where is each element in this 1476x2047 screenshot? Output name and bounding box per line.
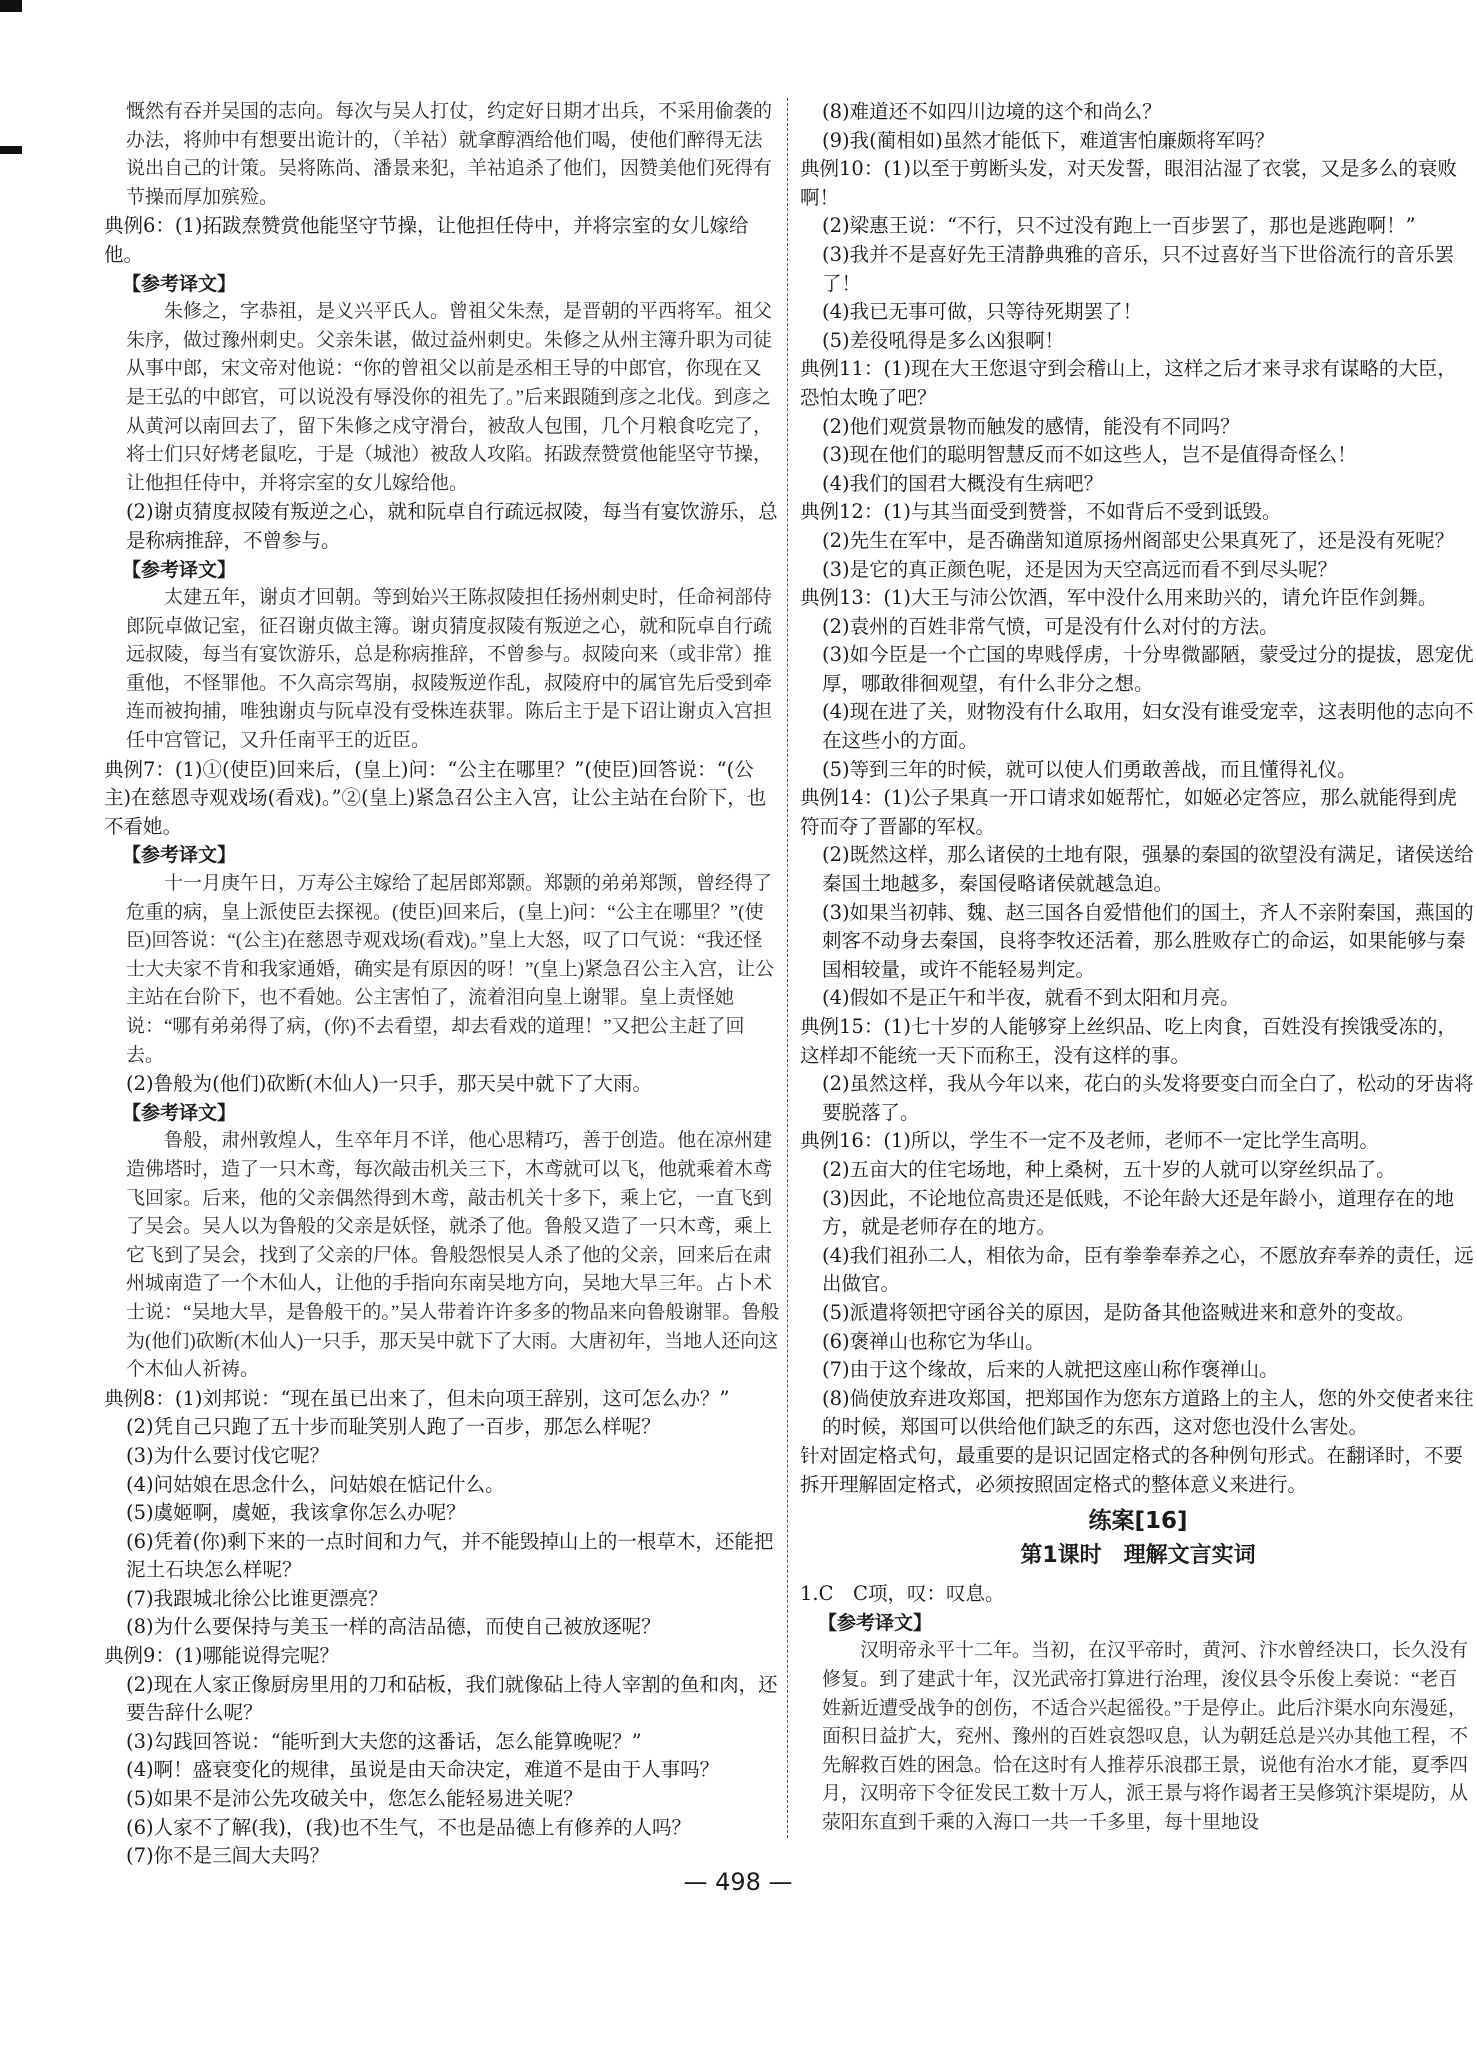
answer-item: (2)他们观赏景物而触发的感情，能没有不同吗？ [822,414,1240,438]
answer-item: (5)差役吼得是多么凶狠啊！ [822,328,1065,352]
answer-item: (3)勾践回答说：“能听到大夫您的这番话，怎么能算晚呢？” [126,1729,642,1753]
answer-item: (4)问姑娘在思念什么，问姑娘在惦记什么。 [126,1472,505,1496]
answer-item: (4)我已无事可做，只等待死期罢了！ [822,300,1143,324]
answer-item: (5)如果不是沛公先攻破关中，您怎么能轻易进关呢？ [126,1787,583,1811]
reference-translation-label: 【 参考译文 】 [818,1609,1476,1638]
answer-item: (4)现在进了关，财物没有什么取用，妇女没有谁受宠幸，这表明他的志向不在这些小的方面。 [822,700,1474,753]
answer-item: (2)先生在军中，是否确凿知道原扬州阁部史公果真死了，还是没有死呢？ [822,528,1455,552]
example-paragraph: 典例15：(1)七十岁的人能够穿上丝织品、吃上肉食，百姓没有挨饿受冻的，这样却不能统一天下而称王，没有这样的事。 [800,1015,1457,1067]
example-paragraph: 典例10：(1)以至于剪断头发，对天发誓，眼泪沾湿了衣裳，又是多么的衰败啊！ [800,157,1457,209]
answer-item: (4)我们祖孙二人，相依为命，臣有拳拳奉养之心，不愿放弃奉养的责任，远出做官。 [822,1243,1474,1296]
answer-item: (5)派遣将领把守函谷关的原因，是防备其他盗贼进来和意外的变故。 [822,1300,1416,1324]
translation-paragraph: 太建五年，谢贞才回朝。等到始兴王陈叔陵担任扬州刺史时，任命祠部侍郎阮卓做记室，征召谢贞做主簿。谢贞猜度叔陵有叛逆之心，就和阮卓自行疏远叔陵，每当有宴饮游乐，总是称病推辞，不曾参与。叔陵向来（或非常）推重他，不怪罪他。不久高宗驾崩，叔陵叛逆作乱，叔陵府中的属官先后受到牵连而被拘捕，唯独谢贞与阮卓没有受株连获罪。陈后主于是下诏让谢贞入宫担任中宫管记，又升任南平王的近臣。 [126,587,773,752]
answer-item: (8)为什么要保持与美玉一样的高洁品德，而使自己被放逐呢？ [126,1615,661,1639]
right-column [800,98,1476,1838]
example-paragraph: 典例14：(1)公子果真一开口请求如姬帮忙，如姬必定答应，那么就能得到虎符而夺了晋鄙的军权。 [800,786,1457,838]
example-paragraph: 典例12：(1)与其当面受到赞誉，不如背后不受到诋毁。 [800,500,1282,524]
example-paragraph: 典例11：(1)现在大王您退守到会稽山上，这样之后才来寻求有谋略的大臣，恐怕太晚了吧？ [800,357,1457,409]
translation-paragraph: 朱修之，字恭祖，是义兴平氏人。曾祖父朱焘，是晋朝的平西将军。祖父朱序，做过豫州刺史。父亲朱谌，做过益州刺史。朱修之从州主簿升职为司徒从事中郎，宋文帝对他说：“你的曾祖父以前是丞相王导的中郎官，你现在又是王弘的中郎官，可以说没有辱没你的祖先了。”后来跟随到彦之北伐。到彦之从黄河以南回去了，留下朱修之戍守滑台，被敌人包围，几个月粮食吃完了，将士们只好烤老鼠吃，于是（城池）被敌人攻陷。拓跋焘赞赏他能坚守节操，让他担任侍中，并将宗室的女儿嫁给他。 [126,301,773,494]
answer-item: (3)现在他们的聪明智慧反而不如这些人，岂不是值得奇怪么！ [822,443,1357,467]
answer-item: (2)谢贞猜度叔陵有叛逆之心，就和阮卓自行疏远叔陵，每当有宴饮游乐，总是称病推辞，不曾参与。 [126,500,778,552]
answer-item: (7)我跟城北徐公比谁更漂亮？ [126,1586,388,1610]
answer-item: (4)啊！盛衰变化的规律，虽说是由天命决定，难道不是由于人事吗？ [126,1758,720,1782]
example-paragraph: 典例16：(1)所以，学生不一定不及老师，老师不一定比学生高明。 [800,1129,1379,1153]
answer-item: (6)人家不了解(我)，(我)也不生气，不也是品德上有修养的人吗？ [126,1815,692,1839]
example-paragraph: 典例6：(1)拓跋焘赞赏他能坚守节操，让他担任侍中，并将宗室的女儿嫁给他。 [104,214,749,266]
translation-paragraph: 十一月庚午日，万寿公主嫁给了起居郎郑颢。郑颢的弟弟郑𫖮，曾经得了危重的病，皇上派使臣去探视。(使臣)回来后，(皇上)问：“公主在哪里？”(使臣)回答说：“(公主)在慈恩寺观戏场(看戏)。”皇上大怒，叹了口气说：“我还怪士大夫家不肯和我家通婚，确实是有原因的呀！”(皇上)紧急召公主入宫，让公主站在台阶下，也不看她。公主害怕了，流着泪向皇上谢罪。皇上责怪她说：“哪有弟弟得了病，(你)不去看望，却去看戏的道理！”又把公主赶了回去。 [126,873,775,1066]
answer-item: (7)由于这个缘故，后来的人就把这座山称作褒禅山。 [822,1358,1279,1382]
lesson-heading: 第1课时 理解文言实词 [1020,1542,1256,1568]
scan-edge-mark [0,146,22,154]
answer-item: (2)袁州的百姓非常气愤，可是没有什么对付的方法。 [822,614,1279,638]
answer-item: (6)褒禅山也称它为华山。 [822,1329,1045,1353]
answer-item: (3)如今臣是一个亡国的卑贱俘虏，十分卑微鄙陋，蒙受过分的提拔，恩宠优厚，哪敢徘徊观望，有什么非分之想。 [822,643,1474,695]
left-column [104,98,780,1871]
answer-item: (5)虞姬啊，虞姬，我该拿你怎么办呢？ [126,1501,466,1525]
answer-item: (2)五亩大的住宅场地，种上桑树，五十岁的人就可以穿丝织品了。 [822,1157,1396,1181]
answer-item: (2)鲁般为(他们)砍断(木仙人)一只手，那天吴中就下了大雨。 [126,1072,653,1096]
example-paragraph: 典例7：(1)①(使臣)回来后，(皇上)问：“公主在哪里？”(使臣)回答说：“(公主)在慈恩寺观戏场(看戏)。”②(皇上)紧急召公主入宫，让公主站在台阶下，也不看她。 [104,757,767,838]
example-paragraph: 针对固定格式句，最重要的是识记固定格式的各种例句形式。在翻译时，不要拆开理解固定格式，必须按照固定格式的整体意义来进行。 [800,1443,1464,1496]
exercise-heading: 练案[16] [1088,1508,1188,1535]
example-paragraph: 典例8：(1)刘邦说：“现在虽已出来了，但未向项王辞别，这可怎么办？” [104,1386,730,1410]
reference-translation-label: 【 参考译文 】 [122,841,780,870]
page-number: — 498 — [683,1868,793,1896]
translation-paragraph: 汉明帝永平十二年。当初，在汉平帝时，黄河、汴水曾经决口，长久没有修复。到了建武十年，汉光武帝打算进行治理，浚仪县令乐俊上奏说：“老百姓新近遭受战争的创伤，不适合兴起徭役。”于是停止。此后汴渠水向东漫延，面积日益扩大，兖州、豫州的百姓哀怨叹息，认为朝廷总是兴办其他工程，不先解救百姓的困急。恰在这时有人推荐乐浪郡王景，说他有治水才能，夏季四月，汉明帝下令征发民工数十万人，派王景与将作谒者王吴修筑汴渠堤防，从荥阳东直到千乘的入海口一共一千多里，每十里地设 [822,1640,1469,1834]
answer-item: (4)我们的国君大概没有生病吧？ [822,471,1104,495]
answer-item: (9)我(蔺相如)虽然才能低下，难道害怕廉颇将军吗？ [822,128,1275,152]
answer-item: (3)因此，不论地位高贵还是低贱，不论年龄大还是年龄小，道理存在的地方，就是老师存在的地方。 [822,1186,1455,1239]
scan-edge-mark [0,0,22,12]
answer-item: (7)你不是三闾大夫吗？ [126,1844,330,1868]
example-paragraph: 典例9：(1)哪能说得完呢？ [104,1644,340,1668]
answer-item: (3)为什么要讨伐它呢？ [126,1443,330,1467]
answer-item: (3)如果当初韩、魏、赵三国各自爱惜他们的国土，齐人不亲附秦国，燕国的刺客不动身去秦国，良将李牧还活着，那么胜败存亡的命运，如果能够与秦国相较量，或许不能轻易判定。 [822,900,1474,981]
translation-paragraph: 鲁般，肃州敦煌人，生卒年月不详，他心思精巧，善于创造。他在凉州建造佛塔时，造了一只木鸢，每次敲击机关三下，木鸢就可以飞，他就乘着木鸢飞回家。后来，他的父亲偶然得到木鸢，敲击机关十多下，乘上它，一直飞到了吴会。吴人以为鲁般的父亲是妖怪，就杀了他。鲁般又造了一只木鸢，乘上它飞到了吴会，找到了父亲的尸体。鲁般怨恨吴人杀了他的父亲，回来后在肃州城南造了一个木仙人，让他的手指向东南吴地方向，吴地大旱三年。占卜术士说：“吴地大旱，是鲁般干的。”吴人带着许许多多的物品来向鲁般谢罪。鲁般为(他们)砍断(木仙人)一只手，那天吴中就下了大雨。大唐初年，当地人还向这个木仙人祈祷。 [126,1130,780,1381]
answer-item: (2)既然这样，那么诸侯的土地有限，强暴的秦国的欲望没有满足，诸侯送给秦国土地越多，秦国侵略诸侯就越急迫。 [822,843,1474,896]
answer-item: (2)凭自己只跑了五十步而耻笑别人跑了一百步，那怎么样呢？ [126,1415,661,1439]
answer-item: (4)假如不是正午和半夜，就看不到太阳和月亮。 [822,986,1240,1010]
answer-item: (3)我并不是喜好先王清静典雅的音乐，只不过喜好当下世俗流行的音乐罢了！ [822,242,1455,295]
reference-translation-label: 【 参考译文 】 [122,270,780,299]
answer-item: (2)梁惠王说：“不行，只不过没有跑上一百步罢了，那也是逃跑啊！” [822,214,1416,238]
column-divider [787,98,788,1838]
answer-item: (5)等到三年的时候，就可以使人们勇敢善战，而且懂得礼仪。 [822,757,1357,781]
example-paragraph: 典例13：(1)大王与沛公饮酒，军中没什么用来助兴的，请允许臣作剑舞。 [800,586,1438,610]
answer-item: (2)现在人家正像厨房里用的刀和砧板，我们就像砧上待人宰割的鱼和肉，还要告辞什么呢？ [126,1672,778,1725]
answer-item: (8)难道还不如四川边境的这个和尚么？ [822,100,1162,123]
translation-paragraph: 慨然有吞并吴国的志向。每次与吴人打仗，约定好日期才出兵，不采用偷袭的办法，将帅中有想要出诡计的，（羊祜）就拿醇酒给他们喝，使他们醉得无法说出自己的计策。吴将陈尚、潘景来犯，羊祜追杀了他们，因赞美他们死得有节操而厚加殡殓。 [126,101,773,208]
answer-item: (6)凭着(你)剩下来的一点时间和力气，并不能毁掉山上的一根草木，还能把泥土石块怎么样呢？ [126,1529,774,1582]
reference-translation-label: 【 参考译文 】 [122,556,780,585]
answer-item: (3)是它的真正颜色呢，还是因为天空高远而看不到尽头呢？ [822,557,1338,581]
reference-translation-label: 【 参考译文 】 [122,1099,780,1128]
answer-item: (2)虽然这样，我从今年以来，花白的头发将要变白而全白了，松动的牙齿将要脱落了。 [822,1072,1474,1124]
answer-item: (8)倘使放弃进攻郑国，把郑国作为您东方道路上的主人，您的外交使者来往的时候，郑国可以供给他们缺乏的东西，这对您也没什么害处。 [822,1386,1474,1439]
example-paragraph: 1.C C项，叹：叹息。 [800,1582,1005,1606]
